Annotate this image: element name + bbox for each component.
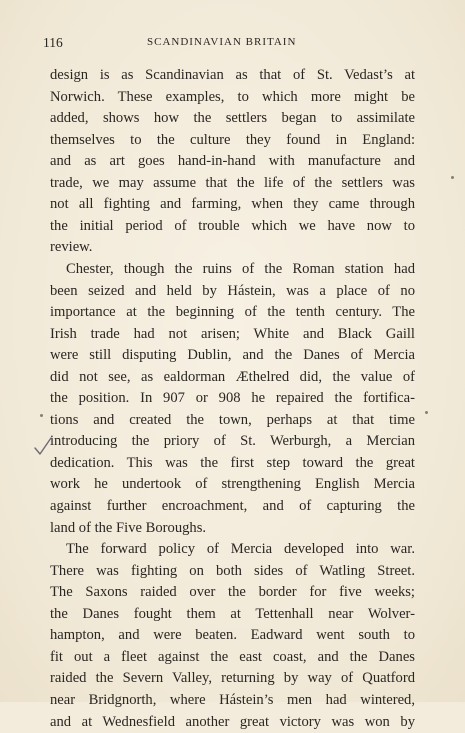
text-line: hampton, and were beaten. Eadward went south to bbox=[50, 627, 415, 644]
text-line: near Bridgnorth, where Hástein’s men had wintered, bbox=[50, 691, 415, 708]
text-line: the position. In 907 or 908 he repaired the fortifica- bbox=[50, 390, 415, 407]
text-line: The forward policy of Mercia developed into war. bbox=[66, 541, 415, 558]
running-head: SCANDINAVIAN BRITAIN bbox=[147, 36, 297, 48]
text-line: dedication. This was the first step toward the great bbox=[50, 454, 415, 471]
text-line: and as art goes hand-in-hand with manufacture and bbox=[50, 153, 415, 170]
margin-speck bbox=[40, 414, 43, 417]
text-line: were still disputing Dublin, and the Danes of Mercia bbox=[50, 347, 415, 364]
margin-speck bbox=[425, 411, 428, 414]
pencil-check-mark-icon bbox=[32, 436, 54, 458]
text-line: introducing the priory of St. Werburgh, a Mercian bbox=[50, 433, 415, 450]
text-line: The Saxons raided over the border for five weeks; bbox=[50, 584, 415, 601]
text-line: the Danes fought them at Tettenhall near Wolver- bbox=[50, 605, 415, 622]
text-line: been seized and held by Hástein, was a place of no bbox=[50, 282, 415, 299]
text-line: tions and created the town, perhaps at that time bbox=[50, 411, 415, 428]
text-line: review. bbox=[50, 239, 93, 256]
text-line: land of the Five Boroughs. bbox=[50, 519, 207, 536]
text-line: against further encroachment, and of capturing the bbox=[50, 498, 415, 514]
text-line: did not see, as ealdorman Æthelred did, the value of bbox=[50, 368, 415, 385]
text-line: Chester, though the ruins of the Roman station had bbox=[66, 260, 415, 277]
text-line: themselves to the culture they found in England: bbox=[50, 131, 415, 148]
text-line: importance at the beginning of the tenth century. The bbox=[50, 304, 415, 321]
text-line: the initial period of trouble which we have now to bbox=[50, 217, 415, 234]
text-line: design is as Scandinavian as that of St. Vedast’s at bbox=[50, 67, 415, 83]
text-line: not all fighting and farming, when they came through bbox=[50, 196, 415, 213]
text-line: work he undertook of strengthening English Mercia bbox=[50, 476, 415, 493]
text-line: There was fighting on both sides of Watling Street. bbox=[50, 562, 415, 579]
page-header bbox=[43, 35, 420, 55]
text-line: Norwich. These examples, to which more might be bbox=[50, 88, 415, 105]
margin-speck bbox=[451, 176, 454, 179]
text-line: and at Wednesfield another great victory was won by bbox=[50, 713, 415, 730]
text-line: trade, we may assume that the life of the settlers was bbox=[50, 174, 415, 191]
page-number: 116 bbox=[43, 35, 63, 50]
text-line: added, shows how the settlers began to assimilate bbox=[50, 110, 415, 127]
text-line: raided the Severn Valley, returning by way of Quatford bbox=[50, 670, 415, 687]
text-line: fit out a fleet against the east coast, and the Danes bbox=[50, 648, 415, 665]
text-line: Irish trade had not arisen; White and Black Gaill bbox=[50, 325, 415, 342]
